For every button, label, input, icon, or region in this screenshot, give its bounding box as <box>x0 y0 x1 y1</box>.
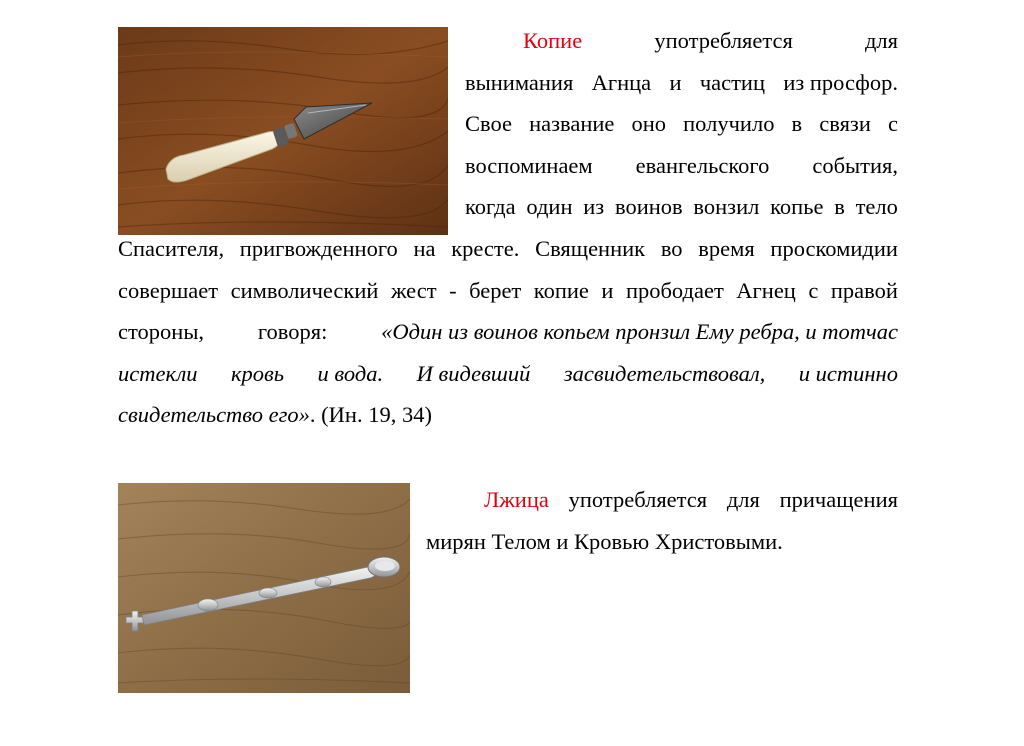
word: в <box>791 111 803 136</box>
lzhitsa-photo <box>118 483 410 693</box>
word: берет <box>469 277 522 303</box>
word: стороны, <box>118 319 205 344</box>
quote-start: «Один из воинов копьем пронзил Ему ребра, и тотчас <box>381 319 898 344</box>
lzhitsa-line-2: мирян Телом и Кровью Христовыми. <box>426 528 783 554</box>
word: употребляется <box>568 487 708 512</box>
word: частиц <box>699 69 766 95</box>
word: во <box>660 236 683 261</box>
kopie-line-6 <box>118 228 898 270</box>
word: кровь <box>231 360 285 386</box>
word: жест <box>390 277 437 303</box>
word: Спасителя, <box>118 236 225 261</box>
word: тело <box>855 194 898 219</box>
kopie-paragraph-bottom <box>118 228 898 436</box>
kopie-paragraph-top <box>465 20 898 228</box>
kopie-line-10 <box>118 394 898 436</box>
word: оно <box>631 111 667 136</box>
word: - <box>449 277 457 303</box>
word: из <box>583 194 605 219</box>
word: кресте. <box>451 236 520 261</box>
word: и вода. <box>317 360 384 386</box>
lzhitsa-line-1 <box>426 479 898 521</box>
word: один <box>526 194 573 219</box>
word: И видевший <box>416 360 531 386</box>
kopie-line-2 <box>465 62 898 104</box>
word: получило <box>683 111 775 136</box>
word: для <box>864 28 898 53</box>
word: копье <box>770 194 824 219</box>
word: воспоминаем <box>465 152 593 178</box>
word: пригвожденного <box>239 236 398 261</box>
word: из просфор. <box>783 69 898 95</box>
kopie-line-9 <box>118 353 898 395</box>
word: с <box>808 277 819 303</box>
word: символический <box>230 277 379 303</box>
word: засвидетельствовал, <box>563 360 766 386</box>
word: связи <box>819 111 871 136</box>
kopie-term: Копие <box>523 28 583 53</box>
word: для <box>726 487 760 512</box>
kopie-line-4 <box>465 145 898 187</box>
word: события, <box>812 152 898 178</box>
kopie-photo <box>118 27 448 235</box>
kopie-line-5 <box>465 186 898 228</box>
lzhitsa-term: Лжица <box>484 487 549 512</box>
word: употребляется <box>654 28 793 53</box>
word: вынимания <box>465 69 574 95</box>
word: название <box>529 111 615 136</box>
word: Агнец <box>736 277 796 303</box>
kopie-line-1 <box>465 20 898 62</box>
word: Свое <box>465 111 512 136</box>
word: когда <box>465 194 516 219</box>
word: проскомидии <box>770 236 898 261</box>
kopie-line-7 <box>118 270 898 312</box>
word: время <box>698 236 755 261</box>
word: и <box>669 69 682 95</box>
word: вонзил <box>693 194 760 219</box>
word: и истинно <box>798 360 898 386</box>
word: евангельского <box>635 152 770 178</box>
word: прободает <box>625 277 724 303</box>
scripture-reference: . (Ин. 19, 34) <box>309 402 432 427</box>
word: в <box>834 194 845 219</box>
word: копие <box>533 277 589 303</box>
kopie-line-3 <box>465 103 898 145</box>
word: и <box>601 277 614 303</box>
word: правой <box>830 277 898 303</box>
word: совершает <box>118 277 219 303</box>
word: на <box>413 236 436 261</box>
word: Священник <box>535 236 646 261</box>
word: воинов <box>614 194 683 219</box>
quote-end: свидетельство его» <box>118 402 310 427</box>
word: Агнца <box>591 69 652 95</box>
word: с <box>887 111 898 136</box>
word: говоря: <box>257 319 328 344</box>
word: причащения <box>779 487 898 512</box>
lzhitsa-paragraph <box>426 479 898 562</box>
word: истекли <box>118 360 198 386</box>
kopie-line-8 <box>118 311 898 353</box>
